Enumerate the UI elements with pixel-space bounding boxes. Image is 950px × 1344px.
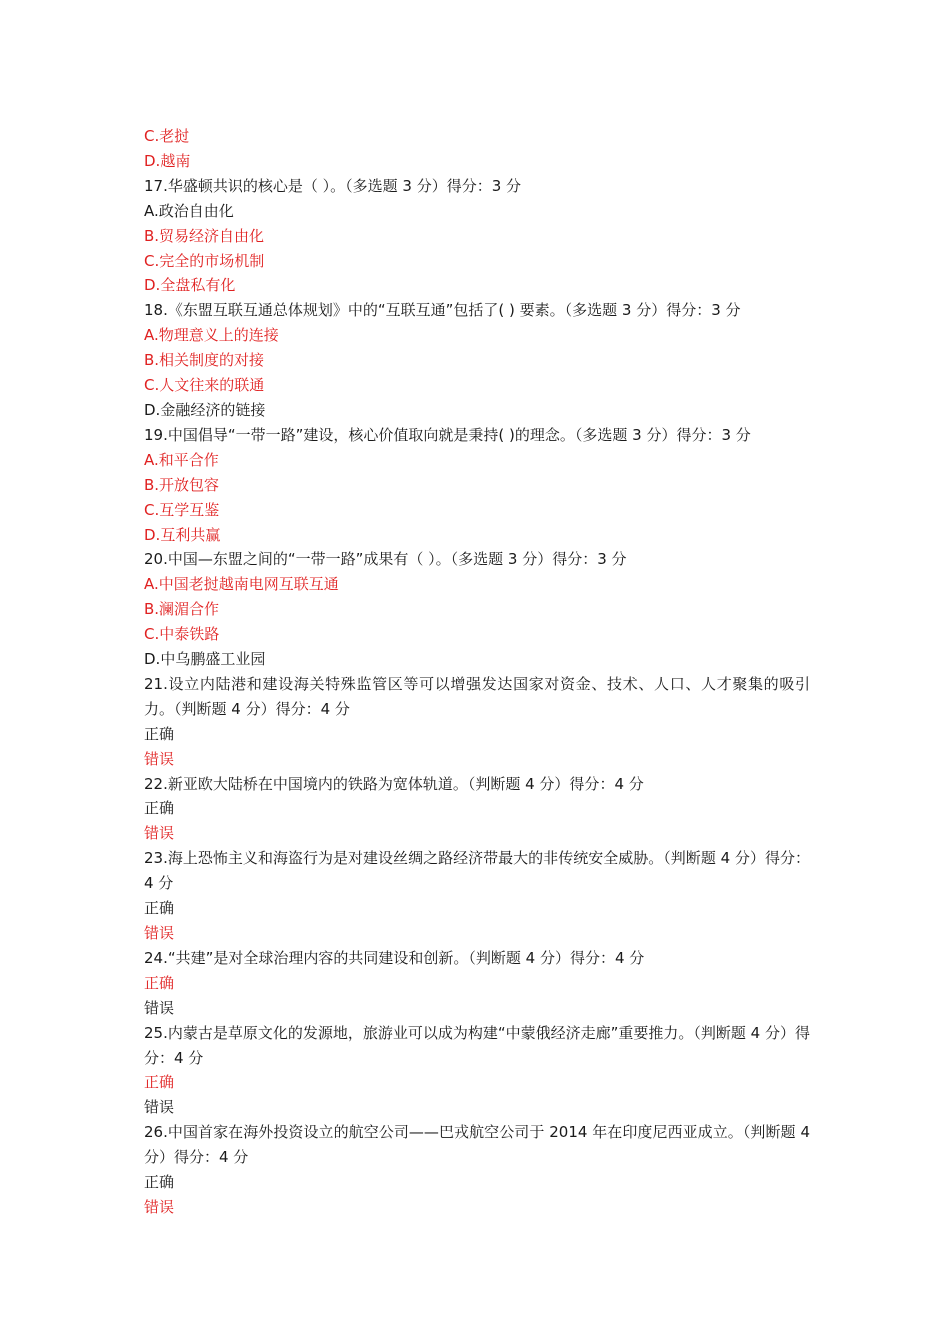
answer-option: C.完全的市场机制 [144, 251, 265, 270]
question-text: 18.《东盟互联互通总体规划》中的“互联互通”包括了( ) 要素。（多选题 3 分）得分：3 分 [144, 301, 741, 320]
answer-option: 正确 [144, 1073, 175, 1092]
question-text: 23.海上恐怖主义和海盗行为是对建设丝绸之路经济带最大的非传统安全威胁。（判断题 4 分）得分：4 分 [144, 849, 810, 893]
question-text: 21.设立内陆港和建设海关特殊监管区等可以增强发达国家对资金、技术、人口、人才聚集的吸引力。（判断题 4 分）得分：4 分 [144, 674, 810, 718]
answer-option: C.人文往来的联通 [144, 376, 265, 395]
answer-option: D.金融经济的链接 [144, 400, 266, 419]
answer-option: 错误 [144, 824, 175, 843]
answer-option: B.贸易经济自由化 [144, 226, 265, 245]
answer-option: 错误 [144, 998, 175, 1017]
question-text: 19.中国倡导“一带一路”建设，核心价值取向就是秉持( )的理念。（多选题 3 分）得分：3 分 [144, 425, 751, 444]
question-text: 26.中国首家在海外投资设立的航空公司——巴戎航空公司于 2014 年在印度尼西亚成立。（判断题 4 分）得分：4 分 [144, 1123, 810, 1167]
answer-option: B.开放包容 [144, 475, 220, 494]
question-text: 24.“共建”是对全球治理内容的共同建设和创新。（判断题 4 分）得分：4 分 [144, 948, 645, 967]
answer-option: A.和平合作 [144, 450, 219, 469]
answer-option: 正确 [144, 973, 175, 992]
answer-option: D.互利共赢 [144, 525, 221, 544]
answer-option: 错误 [144, 1098, 175, 1117]
answer-option: 错误 [144, 1197, 175, 1216]
answer-option: A.物理意义上的连接 [144, 326, 279, 345]
answer-option: 正确 [144, 1173, 175, 1192]
answer-option: 正确 [144, 724, 175, 743]
answer-option: A.中国老挝越南电网互联互通 [144, 575, 339, 594]
answer-option: 正确 [144, 899, 175, 918]
answer-option: B.相关制度的对接 [144, 351, 265, 370]
question-text: 25.内蒙古是草原文化的发源地，旅游业可以成为构建“中蒙俄经济走廊”重要推力。（判断题 4 分）得分：4 分 [144, 1023, 810, 1067]
answer-option: 错误 [144, 749, 175, 768]
answer-option: B.澜湄合作 [144, 600, 220, 619]
answer-option: C.中泰铁路 [144, 625, 220, 644]
answer-option: 正确 [144, 799, 175, 818]
document-content [144, 124, 810, 1220]
answer-option: 错误 [144, 924, 175, 942]
answer-option: A.政治自由化 [144, 201, 234, 220]
question-text: 20.中国—东盟之间的“一带一路”成果有（ ）。（多选题 3 分）得分：3 分 [144, 550, 627, 569]
answer-option: D.越南 [144, 151, 191, 170]
answer-option: C.老挝 [144, 127, 190, 145]
answer-option: C.互学互鉴 [144, 500, 220, 519]
answer-option: D.中乌鹏盛工业园 [144, 650, 266, 669]
answer-option: D.全盘私有化 [144, 276, 236, 295]
question-text: 22.新亚欧大陆桥在中国境内的铁路为宽体轨道。（判断题 4 分）得分：4 分 [144, 774, 644, 793]
question-text: 17.华盛顿共识的核心是（ ）。（多选题 3 分）得分：3 分 [144, 176, 522, 195]
